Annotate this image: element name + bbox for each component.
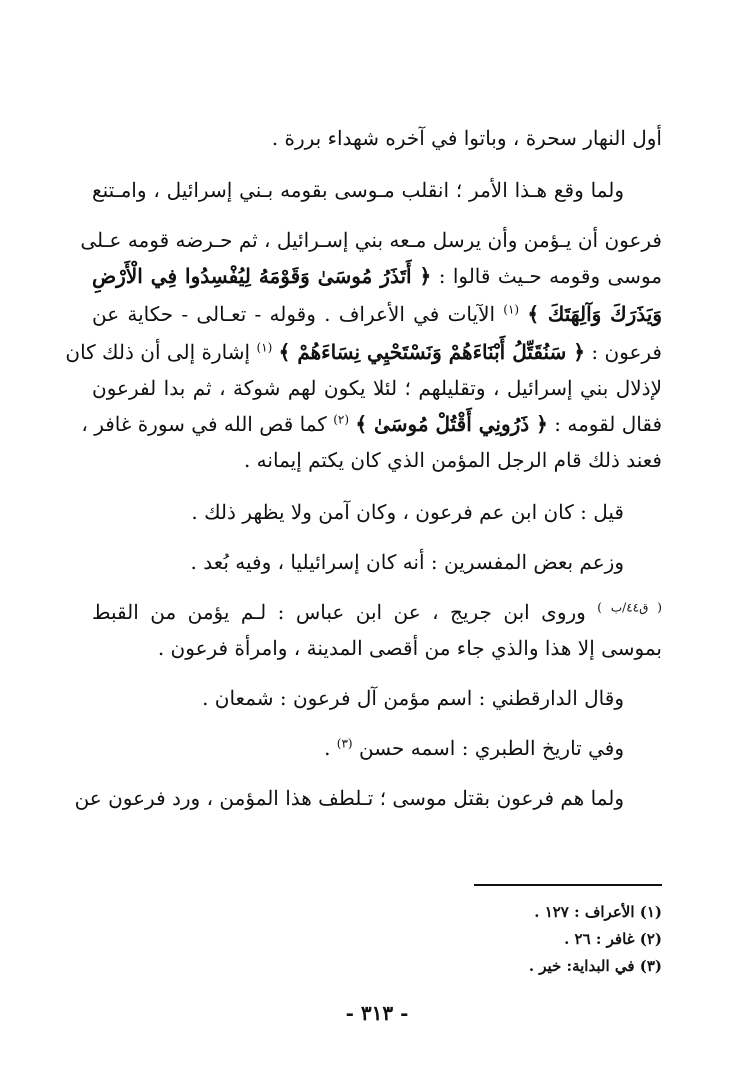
text-line-3: فرعون أن يـؤمن وأن يرسل مـعه بني إسـرائيل ، ثم حـرضه قومه عـلى [80, 228, 662, 252]
text-run: إشارة إلى أن ذلك كان [65, 340, 251, 364]
footnote-3: (٣) في البداية: خير . [528, 957, 662, 975]
text-line-11: وزعم بعض المفسرين : أنه كان إسرائيليا ، وفيه بُعد . [190, 550, 624, 574]
footnote-divider [474, 884, 662, 886]
text-line-12 [92, 600, 662, 624]
quran-verse: وَيَذَرَكَ وَآلِهَتَكَ ﴾ [527, 302, 663, 326]
text-run: فقال لقومه : [554, 412, 662, 436]
text-line-7: لإذلال بني إسرائيل ، وتقليلهم ؛ لئلا يكون لهم شوكة ، ثم بدا لفرعون [92, 376, 662, 400]
footnote-2: (٢) غافر : ٢٦ . [564, 930, 662, 948]
text-line-15 [92, 736, 624, 760]
text-line-13: بموسى إلا هذا والذي جاء من أقصى المدينة ، وامرأة فرعون . [157, 636, 662, 660]
text-run: موسى وقومه حـيث قالوا : [438, 264, 662, 288]
text-run: . [324, 736, 331, 760]
text-line-10: قيل : كان ابن عم فرعون ، وكان آمن ولا يظهر ذلك . [191, 500, 624, 524]
text-line-8 [81, 412, 662, 436]
footnote-ref: (٢) [333, 412, 350, 427]
text-run: الآيات في الأعراف . وقوله - تعـالى - حكاية عن [92, 302, 496, 326]
text-line-14: وقال الدارقطني : اسم مؤمن آل فرعون : شمعان . [202, 686, 624, 710]
text-line-5 [92, 302, 662, 326]
text-run: وفي تاريخ الطبري : اسمه حسن [358, 736, 624, 760]
quran-verse: ﴿ ذَرُونِي أَقْتُلْ مُوسَىٰ ﴾ [355, 412, 548, 436]
text-run: فرعون : [591, 340, 662, 364]
text-line-1: أول النهار سحرة ، وباتوا في آخره شهداء بررة . [271, 126, 662, 150]
text-run: كما قص الله في سورة غافر ، [81, 412, 327, 436]
quran-verse: ﴿ سَنُقَتِّلُ أَبْنَاءَهُمْ وَنَسْتَحْيِي نِسَاءَهُمْ ﴾ [278, 340, 585, 364]
footnote-1: (١) الأعراف : ١٢٧ . [534, 903, 662, 921]
footnote-ref: (١) [503, 302, 520, 317]
footnote-ref: (٣) [336, 736, 353, 751]
text-line-9: فعند ذلك قام الرجل المؤمن الذي كان يكتم إيمانه . [243, 448, 662, 472]
text-line-6 [65, 340, 662, 364]
text-line-4 [92, 264, 662, 288]
text-line-2: ولما وقع هـذا الأمر ؛ انقلب مـوسى بقومه بـني إسرائيل ، وامـتنع [92, 178, 624, 202]
footnote-ref: (١) [256, 340, 273, 355]
page-number: - ٣١٣ - [345, 1001, 409, 1025]
text-line-16: ولما هم فرعون بقتل موسى ؛ تـلطف هذا المؤمن ، ورد فرعون عن [74, 786, 624, 810]
manuscript-folio-marker: ( ق٤٤/ب ) [597, 600, 662, 615]
quran-verse: ﴿ أَتَذَرُ مُوسَىٰ وَقَوْمَهُ لِيُفْسِدُوا فِي الْأَرْضِ [92, 264, 432, 288]
text-run: وروى ابن جريج ، عن ابن عباس : لـم يؤمن من القبط [92, 600, 586, 624]
